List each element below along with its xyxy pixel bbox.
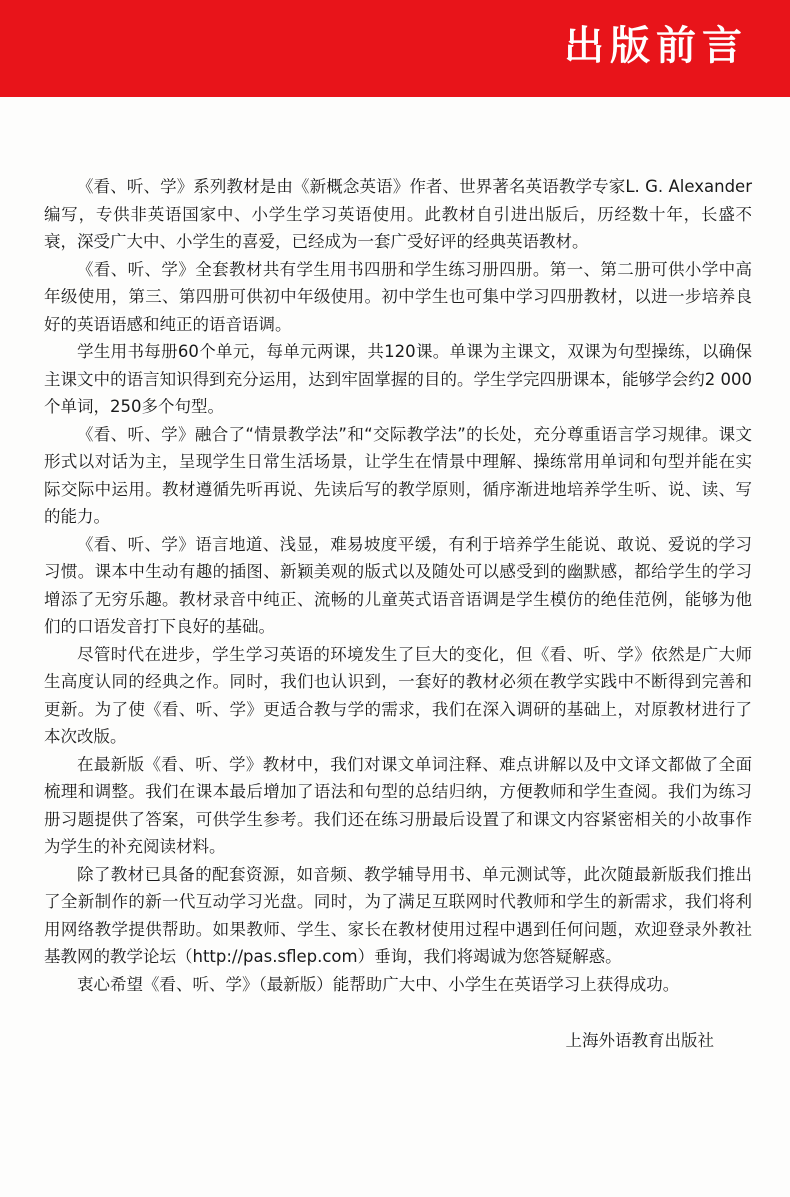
paragraph: 在最新版《看、听、学》教材中，我们对课文单词注释、难点讲解以及中文译文都做了全面梳理和调整。我们在课本最后增加了语法和句型的总结归纳，方便教师和学生查阅。我们为练习册习题提供了答案，可供学生参考。我们还在练习册最后设置了和课文内容紧密相关的小故事作为学生的补充阅读材料。: [44, 754, 752, 856]
preface-body: [44, 173, 752, 998]
paragraph: 《看、听、学》融合了“情景教学法”和“交际教学法”的长处，充分尊重语言学习规律。课文形式以对话为主，呈现学生日常生活场景，让学生在情景中理解、操练常用单词和句型并能在实际交际中运用。教材遵循先听再说、先读后写的教学原则，循序渐进地培养学生听、说、读、写的能力。: [44, 424, 752, 526]
paragraph: 衷心希望《看、听、学》（最新版）能帮助广大中、小学生在英语学习上获得成功。: [77, 974, 680, 994]
paragraph: 《看、听、学》全套教材共有学生用书四册和学生练习册四册。第一、第二册可供小学中高年级使用，第三、第四册可供初中年级使用。初中学生也可集中学习四册教材，以进一步培养良好的英语语感和纯正的语音语调。: [44, 259, 752, 334]
header-band: [0, 0, 790, 97]
page-title: 出版前言: [564, 23, 748, 69]
publisher-signature: 上海外语教育出版社: [565, 1031, 714, 1050]
paragraph: 《看、听、学》语言地道、浅显，难易坡度平缓，有利于培养学生能说、敢说、爱说的学习习惯。课本中生动有趣的插图、新颖美观的版式以及随处可以感受到的幽默感，都给学生的学习增添了无穷乐趣。教材录音中纯正、流畅的儿童英式语音语调是学生模仿的绝佳范例，能够为他们的口语发音打下良好的基础。: [44, 534, 752, 636]
paragraph: 除了教材已具备的配套资源，如音频、教学辅导用书、单元测试等，此次随最新版我们推出了全新制作的新一代互动学习光盘。同时，为了满足互联网时代教师和学生的新需求，我们将利用网络教学提供帮助。如果教师、学生、家长在教材使用过程中遇到任何问题，欢迎登录外教社基教网的教学论坛（http://pas.sflep.com）垂询，我们将竭诚为您答疑解惑。: [44, 864, 752, 966]
paragraph: 《看、听、学》系列教材是由《新概念英语》作者、世界著名英语教学专家L. G. Alexander编写，专供非英语国家中、小学生学习英语使用。此教材自引进出版后，历经数十年，长盛不衰，深受广大中、小学生的喜爱，已经成为一套广受好评的经典英语教材。: [44, 177, 752, 251]
paragraph: 尽管时代在进步，学生学习英语的环境发生了巨大的变化，但《看、听、学》依然是广大师生高度认同的经典之作。同时，我们也认识到，一套好的教材必须在教学实践中不断得到完善和更新。为了使《看、听、学》更适合教与学的需求，我们在深入调研的基础上，对原教材进行了本次改版。: [44, 644, 752, 746]
paragraph: 学生用书每册60个单元，每单元两课，共120课。单课为主课文，双课为句型操练，以确保主课文中的语言知识得到充分运用，达到牢固掌握的目的。学生学完四册课本，能够学会约2 000个单词，250多个句型。: [44, 342, 752, 416]
